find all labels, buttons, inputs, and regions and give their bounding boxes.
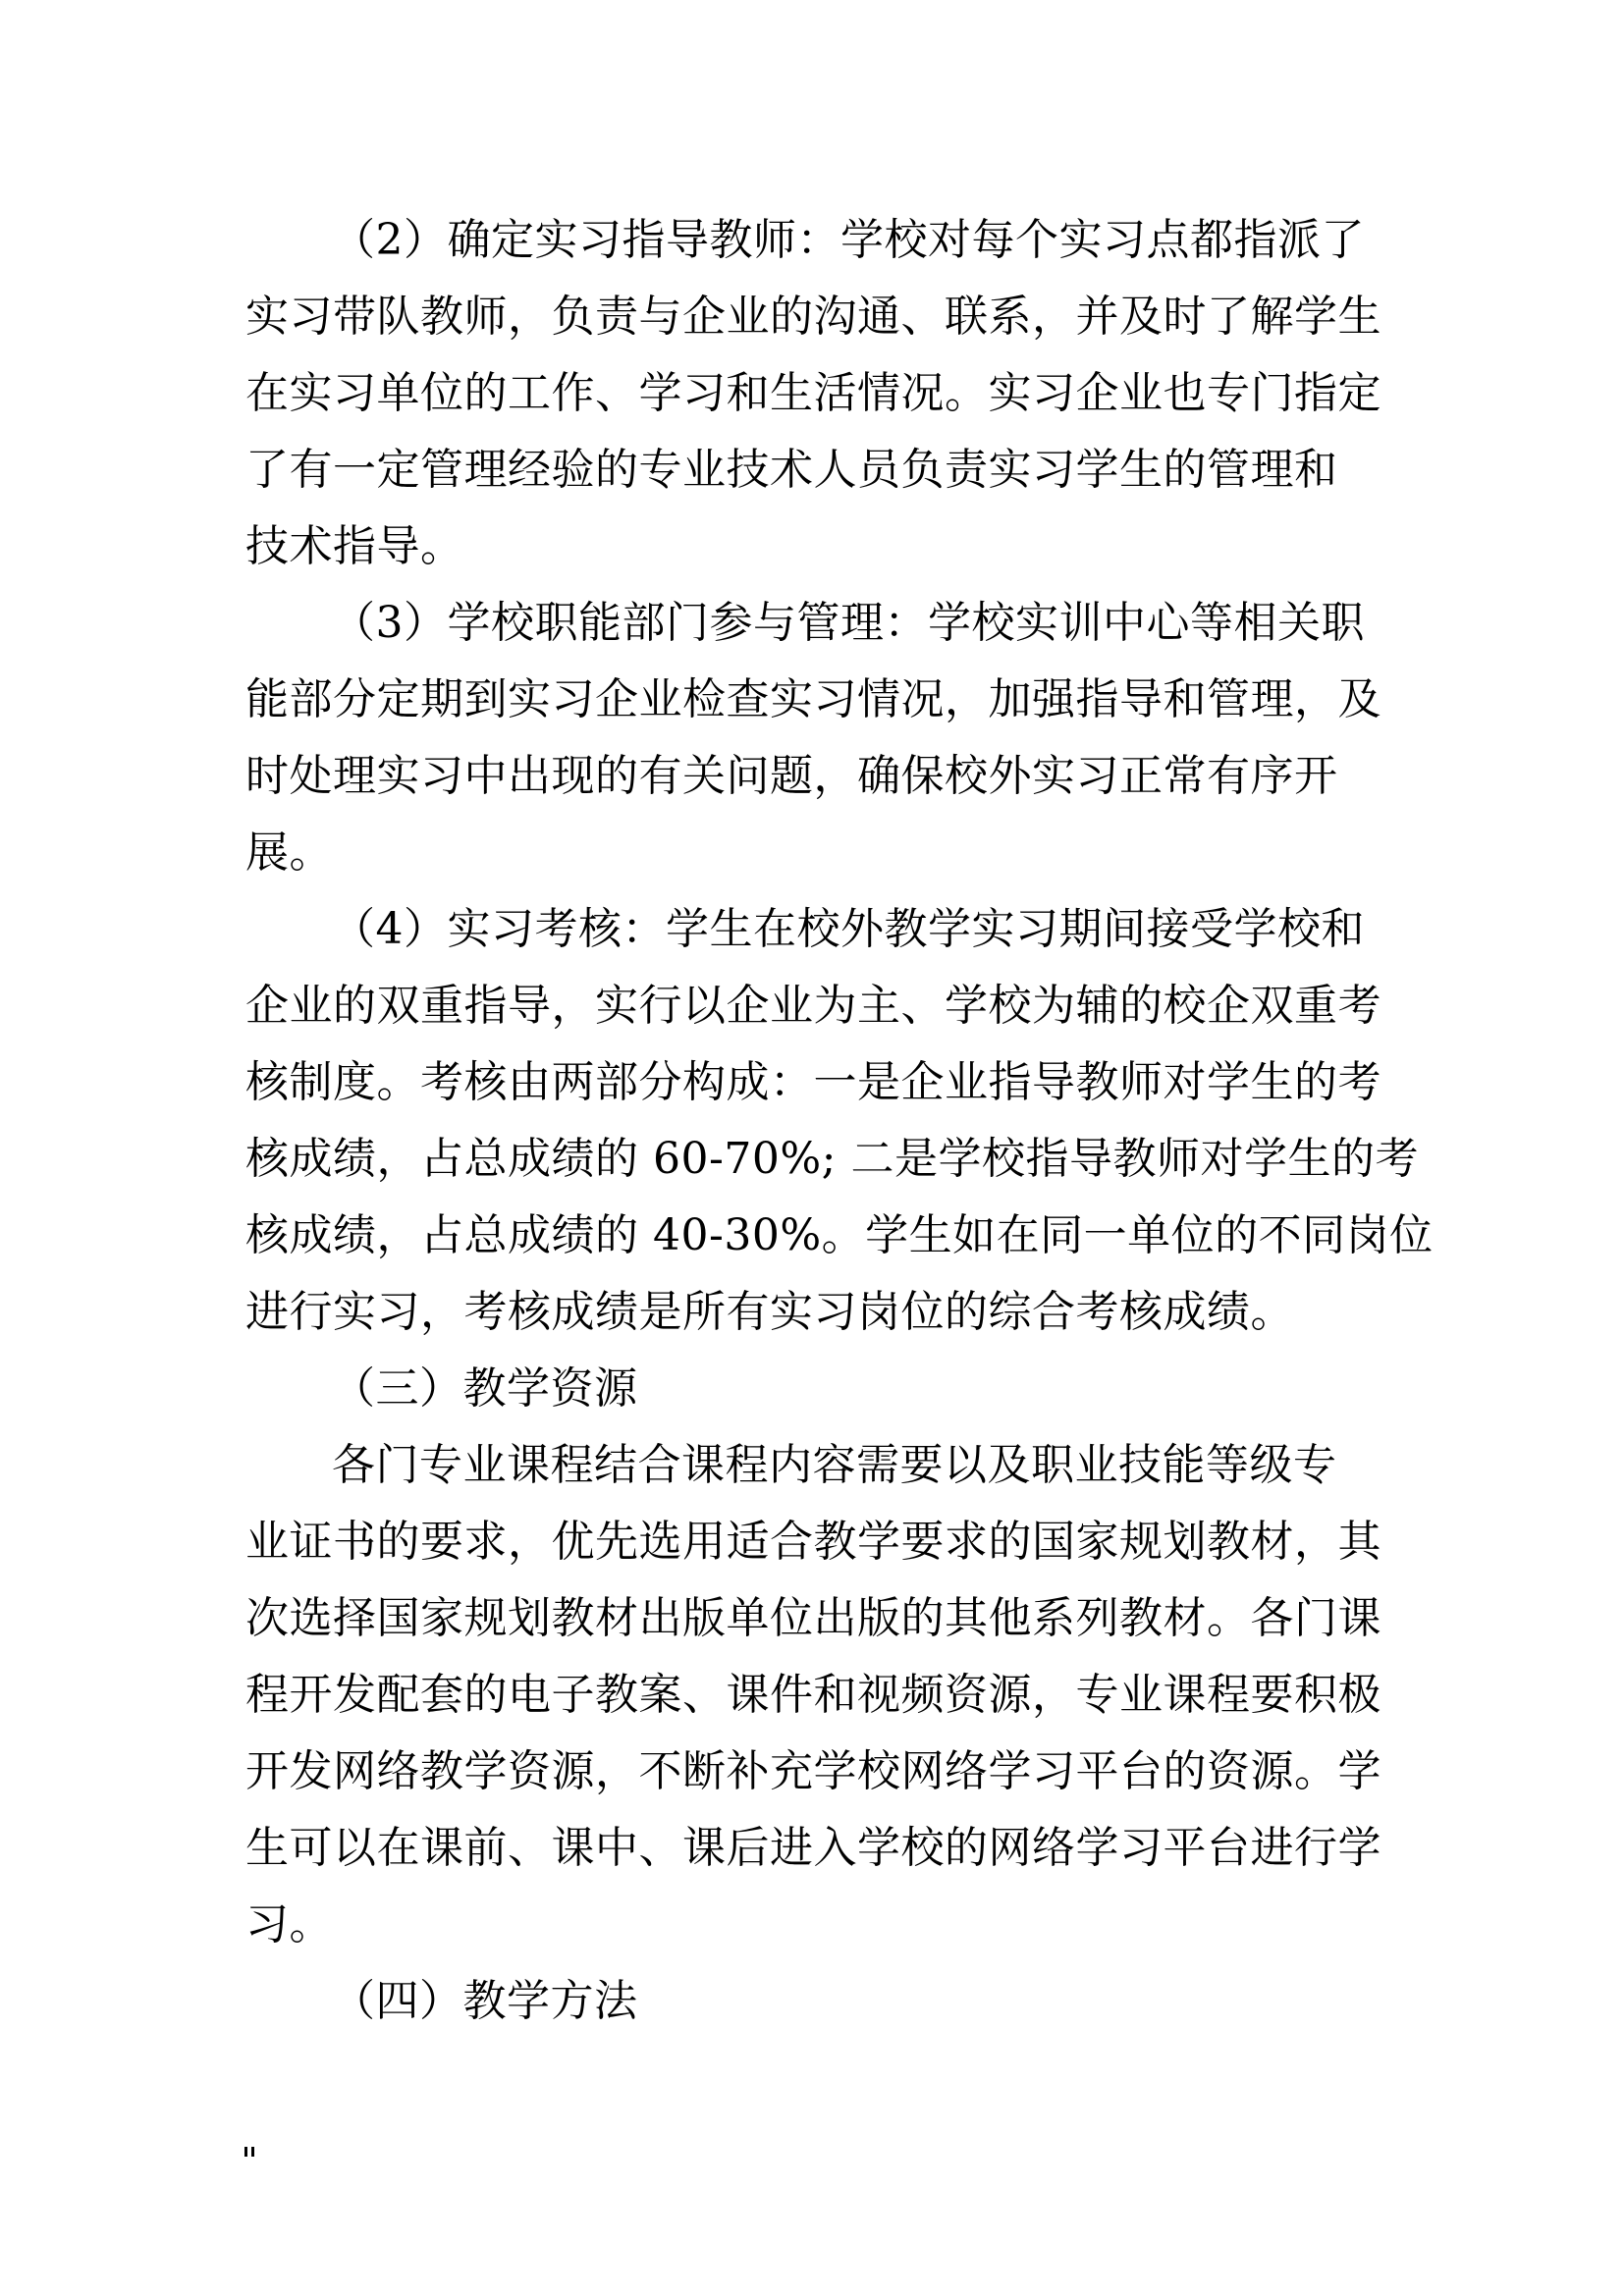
text-line: 生可以在课前、课中、课后进入学校的网络学习平台进行学 — [245, 1823, 1381, 1873]
text-line: 习。 — [245, 1899, 333, 1949]
text-line: 程开发配套的电子教案、课件和视频资源，专业课程要积极 — [245, 1670, 1381, 1720]
text-line: 核成绩，占总成绩的 40-30%。学生如在同一单位的不同岗位 — [245, 1210, 1434, 1260]
text-line: 核制度。考核由两部分构成：一是企业指导教师对学生的考 — [245, 1057, 1381, 1107]
text-line: 能部分定期到实习企业检查实习情况，加强指导和管理，及 — [245, 674, 1381, 724]
text-line: 开发网络教学资源，不断补充学校网络学习平台的资源。学 — [245, 1746, 1381, 1796]
text-line: 实习带队教师，负责与企业的沟通、联系，并及时了解学生 — [245, 292, 1381, 342]
text-line: 各门专业课程结合课程内容需要以及职业技能等级专 — [332, 1440, 1337, 1490]
text-line: 企业的双重指导，实行以企业为主、学校为辅的校企双重考 — [245, 981, 1381, 1031]
stray-ink-mark — [244, 2147, 247, 2157]
text-line: 技术指导。 — [245, 521, 464, 571]
text-line: 次选择国家规划教材出版单位出版的其他系列教材。各门课 — [245, 1593, 1381, 1643]
section-heading: （三）教学资源 — [332, 1363, 638, 1414]
text-line: （4）实习考核：学生在校外教学实习期间接受学校和 — [332, 904, 1365, 954]
text-line: 业证书的要求，优先选用适合教学要求的国家规划教材，其 — [245, 1517, 1381, 1567]
text-line: （2）确定实习指导教师：学校对每个实习点都指派了 — [332, 215, 1365, 265]
text-block — [245, 202, 1483, 2040]
text-line: 展。 — [245, 828, 333, 878]
text-line: 在实习单位的工作、学习和生活情况。实习企业也专门指定 — [245, 368, 1381, 418]
section-heading: （四）教学方法 — [332, 1976, 638, 2026]
text-line: （3）学校职能部门参与管理：学校实训中心等相关职 — [332, 598, 1365, 648]
text-line: 时处理实习中出现的有关问题，确保校外实习正常有序开 — [245, 751, 1338, 801]
text-line: 核成绩，占总成绩的 60-70%; 二是学校指导教师对学生的考 — [245, 1134, 1419, 1184]
text-line: 进行实习，考核成绩是所有实习岗位的综合考核成绩。 — [245, 1287, 1294, 1337]
text-line: 了有一定管理经验的专业技术人员负责实习学生的管理和 — [245, 445, 1338, 495]
